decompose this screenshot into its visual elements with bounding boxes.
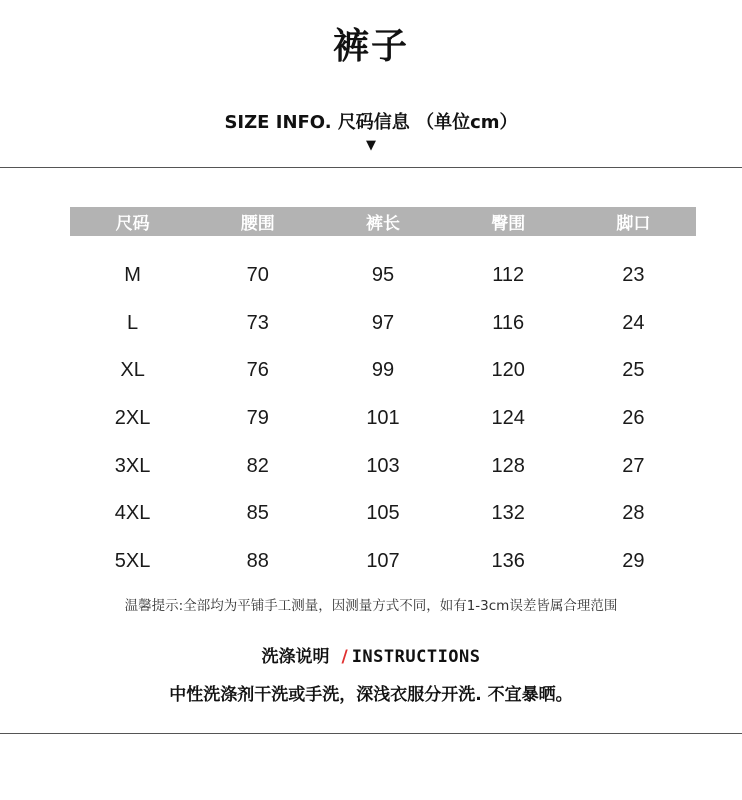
- header-hem: 脚口: [616, 214, 651, 234]
- cell-hip: 132: [491, 502, 525, 525]
- cell-length: 95: [371, 264, 395, 287]
- cell-waist: 73: [246, 311, 269, 334]
- cell-hem: 28: [622, 502, 645, 525]
- cell-hip: 120: [491, 359, 525, 382]
- top-divider: [0, 167, 742, 168]
- cell-hem: 24: [622, 311, 645, 334]
- table-row: [70, 442, 696, 490]
- header-size: 尺码: [115, 214, 150, 234]
- cell-hem: 26: [622, 407, 645, 430]
- page-title: 裤子: [332, 26, 409, 67]
- table-row: [70, 395, 696, 443]
- cell-size: 2XL: [114, 407, 151, 430]
- cell-size: 4XL: [114, 502, 151, 525]
- cell-hip: 124: [491, 407, 525, 430]
- cell-hem: 25: [622, 359, 645, 382]
- header-hip: 臀围: [491, 214, 526, 234]
- cell-waist: 88: [246, 549, 269, 572]
- table-row: [70, 538, 696, 586]
- table-row: [70, 490, 696, 538]
- measurement-note: 温馨提示:全部均为平铺手工测量，因测量方式不同，如有1-3cm误差皆属合理范围: [124, 598, 618, 614]
- size-table-body: [70, 252, 696, 585]
- table-row: [70, 252, 696, 300]
- cell-waist: 82: [246, 454, 269, 477]
- cell-size: XL: [120, 359, 145, 382]
- cell-length: 99: [371, 359, 395, 382]
- cell-hip: 136: [491, 549, 525, 572]
- cell-waist: 76: [246, 359, 269, 382]
- cell-hip: 112: [492, 264, 525, 287]
- cell-hem: 29: [622, 549, 645, 572]
- cell-length: 105: [366, 502, 400, 525]
- cell-size: L: [127, 311, 139, 334]
- cell-hip: 128: [491, 454, 525, 477]
- cell-hem: 23: [622, 264, 645, 287]
- slash-separator: /: [341, 647, 348, 667]
- cell-waist: 79: [246, 407, 269, 430]
- size-table-header: [70, 207, 696, 236]
- cell-size: M: [124, 264, 141, 287]
- cell-hip: 116: [492, 311, 525, 334]
- cell-length: 101: [366, 407, 400, 430]
- size-info-heading: SIZE INFO. 尺码信息 （单位cm）: [224, 112, 518, 133]
- cell-size: 3XL: [114, 454, 151, 477]
- wash-title-en: INSTRUCTIONS: [351, 647, 481, 667]
- table-row: [70, 347, 696, 395]
- wash-instructions-heading: [0, 642, 742, 667]
- header-waist: 腰围: [240, 214, 275, 234]
- cell-waist: 85: [246, 502, 269, 525]
- wash-title-cn: 洗涤说明: [261, 647, 330, 667]
- cell-size: 5XL: [114, 549, 151, 572]
- cell-hem: 27: [622, 454, 645, 477]
- down-triangle-icon: ▼: [366, 138, 376, 153]
- wash-instructions-text: 中性洗涤剂干洗或手洗，深浅衣服分开洗. 不宜暴晒。: [169, 685, 573, 705]
- table-row: [70, 300, 696, 348]
- cell-length: 107: [366, 549, 400, 572]
- header-length: 裤长: [366, 214, 400, 234]
- cell-waist: 70: [246, 264, 269, 287]
- bottom-divider: [0, 733, 742, 734]
- cell-length: 103: [366, 454, 400, 477]
- cell-length: 97: [371, 311, 395, 334]
